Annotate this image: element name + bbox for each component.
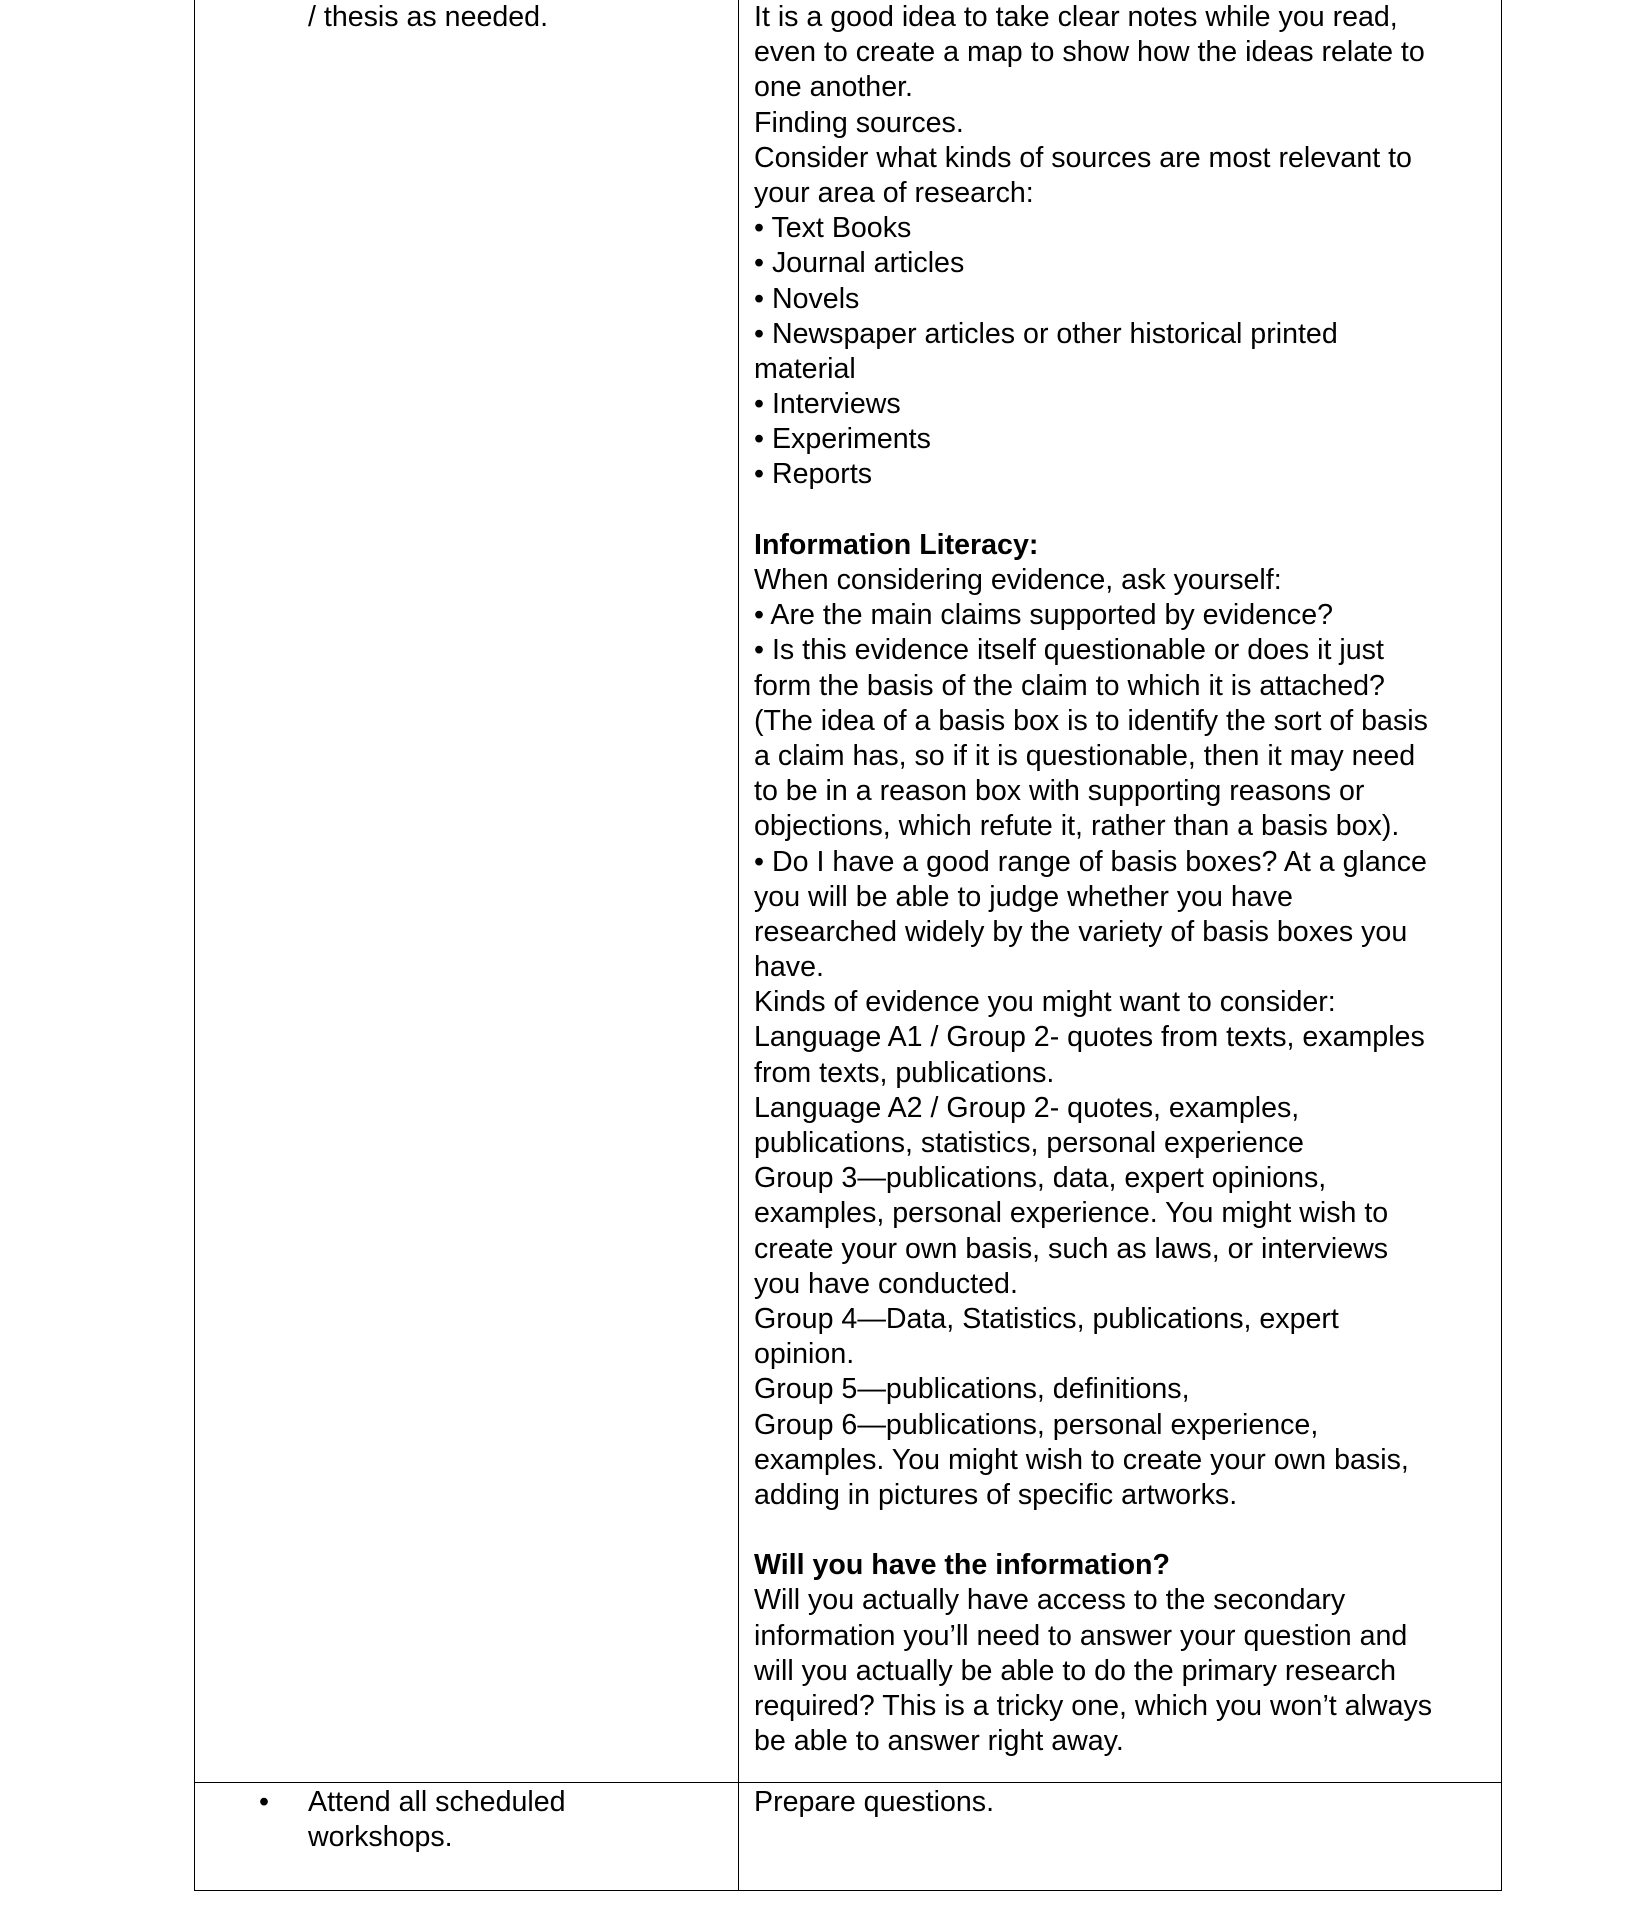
text-line: • Newspaper articles or other historical printed	[754, 317, 1338, 350]
text-line: Finding sources.	[754, 106, 964, 139]
text-line: Group 6—publications, personal experience,	[754, 1408, 1319, 1441]
notes-sources-block	[754, 0, 1501, 493]
right-cell	[739, 0, 1501, 1782]
text-line: a claim has, so if it is questionable, then it may need	[754, 739, 1416, 772]
text-line: adding in pictures of specific artworks.	[754, 1478, 1238, 1511]
text-line: • Text Books	[754, 212, 912, 245]
text-line: information you’ll need to answer your question and	[754, 1619, 1408, 1652]
text-line: It is a good idea to take clear notes while you read,	[754, 1, 1398, 33]
info-literacy-heading: Information Literacy:	[754, 528, 1039, 561]
text-line: • Journal articles	[754, 247, 965, 280]
text-line: required? This is a tricky one, which you won’t always	[754, 1690, 1433, 1722]
text-line: from texts, publications.	[754, 1056, 1055, 1089]
text-line: objections, which refute it, rather than a basis box).	[754, 810, 1400, 843]
text-line: examples. You might wish to create your own basis,	[754, 1443, 1409, 1476]
text-line: Attend all scheduled	[308, 1786, 566, 1818]
information-block	[754, 1583, 1501, 1759]
text-line: be able to answer right away.	[754, 1725, 1124, 1758]
text-line: publications, statistics, personal experience	[754, 1127, 1304, 1159]
text-line: Group 4—Data, Statistics, publications, expert	[754, 1302, 1339, 1335]
text-line: Group 3—publications, data, expert opinions,	[754, 1162, 1327, 1195]
text-line: Will you actually have access to the secondary	[754, 1584, 1346, 1617]
text-line: Consider what kinds of sources are most relevant to	[754, 141, 1412, 174]
text-line: (The idea of a basis box is to identify the sort of basis	[754, 704, 1428, 737]
text-line: create your own basis, such as laws, or interviews	[754, 1232, 1389, 1265]
text-line: have.	[754, 951, 824, 984]
text-line: to be in a reason box with supporting reasons or	[754, 775, 1365, 808]
table-row	[195, 1782, 1501, 1890]
text-line: form the basis of the claim to which it is attached?	[754, 669, 1385, 702]
text-line: workshops.	[308, 1821, 453, 1854]
text-line: • Is this evidence itself questionable or does it just	[754, 634, 1384, 667]
workshops-text	[308, 1785, 566, 1855]
left-cell	[195, 0, 739, 1782]
table-row	[195, 0, 1501, 1782]
text-line: • Are the main claims supported by evidence?	[754, 599, 1334, 632]
text-line: • Novels	[754, 282, 860, 315]
information-heading: Will you have the information?	[754, 1549, 1170, 1582]
right-cell	[739, 1783, 1501, 1890]
prepare-questions-text: Prepare questions.	[754, 1786, 995, 1818]
info-literacy-block	[754, 563, 1501, 1513]
text-line: one another.	[754, 71, 913, 104]
text-line: Group 5—publications, definitions,	[754, 1373, 1190, 1406]
document-table	[194, 0, 1502, 1891]
text-line: researched widely by the variety of basis boxes you	[754, 915, 1408, 948]
text-line: • Interviews	[754, 388, 901, 421]
text-line: you have conducted.	[754, 1267, 1018, 1300]
bullet-icon: •	[259, 1786, 270, 1818]
text-line: • Experiments	[754, 423, 931, 456]
text-line: material	[754, 352, 856, 385]
text-line: • Reports	[754, 458, 873, 491]
text-line: Kinds of evidence you might want to consider:	[754, 986, 1336, 1019]
text-line: you will be able to judge whether you have	[754, 880, 1293, 913]
left-cell	[195, 1783, 739, 1890]
text-line: examples, personal experience. You might wish to	[754, 1197, 1389, 1230]
text-line: • Do I have a good range of basis boxes? At a glance	[754, 845, 1427, 878]
text-line: Language A1 / Group 2- quotes from texts, examples	[754, 1021, 1425, 1054]
text-line: When considering evidence, ask yourself:	[754, 564, 1282, 596]
left-cell-text: / thesis as needed.	[308, 1, 549, 33]
text-line: Language A2 / Group 2- quotes, examples,	[754, 1091, 1300, 1124]
text-line: your area of research:	[754, 176, 1034, 209]
text-line: opinion.	[754, 1338, 855, 1371]
text-line: will you actually be able to do the primary research	[754, 1654, 1397, 1687]
text-line: even to create a map to show how the ideas relate to	[754, 36, 1425, 69]
